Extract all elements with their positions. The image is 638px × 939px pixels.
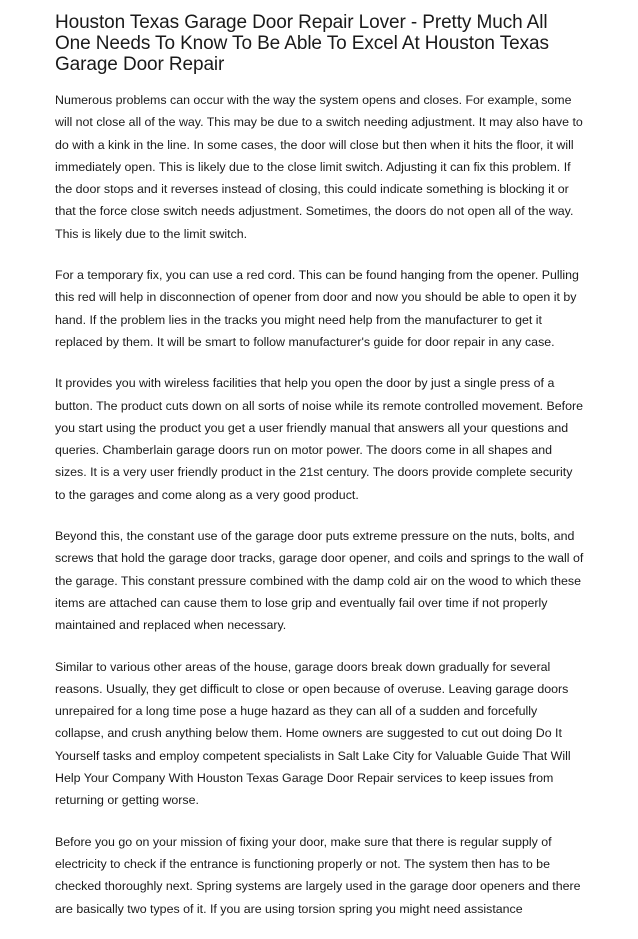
document-page	[55, 12, 585, 939]
paragraph-5: Similar to various other areas of the house, garage doors break down gradually for several reasons. Usually, they get difficult to close or open because of overuse. Leaving garage doors unrepaired for a long time pose a huge hazard as they can all of a sudden and forcefully collapse, and crush anything below them. Home owners are suggested to cut out doing Do It Yourself tasks and employ competent specialists in Salt Lake City for Valuable Guide That Will Help Your Company With Houston Texas Garage Door Repair services to keep issues from returning or getting worse.	[55, 659, 571, 808]
paragraph-6: Before you go on your mission of fixing your door, make sure that there is regular supply of electricity to check if the entrance is functioning properly or not. The system then has to be checked thoroughly next. Spring systems are largely used in the garage door openers and there are basically two types of it. If you are using torsion spring you might need assistance	[55, 834, 581, 916]
document-title: Houston Texas Garage Door Repair Lover - Pretty Much All One Needs To Know To Be Able To Excel At Houston Texas Garage Door Repair	[55, 12, 549, 75]
paragraph-1: Numerous problems can occur with the way the system opens and closes. For example, some will not close all of the way. This may be due to a switch needing adjustment. It may also have to do with a kink in the line. In some cases, the door will close but then when it hits the floor, it will immediately open. This is likely due to the close limit switch. Adjusting it can fix this problem. If the door stops and it reverses instead of closing, this could indicate something is blocking it or that the force close switch needs adjustment. Sometimes, the doors do not open all of the way. This is likely due to the limit switch.	[55, 93, 583, 241]
paragraph-4: Beyond this, the constant use of the garage door puts extreme pressure on the nuts, bolts, and screws that hold the garage door tracks, garage door opener, and coils and springs to the wall of the garage. This constant pressure combined with the damp cold air on the wood to which these items are attached can cause them to lose grip and eventually fail over time if not properly maintained and replaced when necessary.	[55, 529, 584, 633]
paragraph-2: For a temporary fix, you can use a red cord. This can be found hanging from the opener. Pulling this red will help in disconnection of opener from door and now you should be able to open it by hand. If the problem lies in the tracks you might need help from the manufacturer to get it replaced by them. It will be smart to follow manufacturer's guide for door repair in any case.	[55, 268, 579, 349]
paragraph-3: It provides you with wireless facilities that help you open the door by just a single press of a button. The product cuts down on all sorts of noise while its remote controlled movement. Before you start using the product you get a user friendly manual that answers all your questions and queries. Chamberlain garage doors run on motor power. The doors come in all shapes and sizes. It is a very user friendly product in the 21st century. The doors provide complete security to the garages and come along as a very good product.	[55, 376, 584, 502]
